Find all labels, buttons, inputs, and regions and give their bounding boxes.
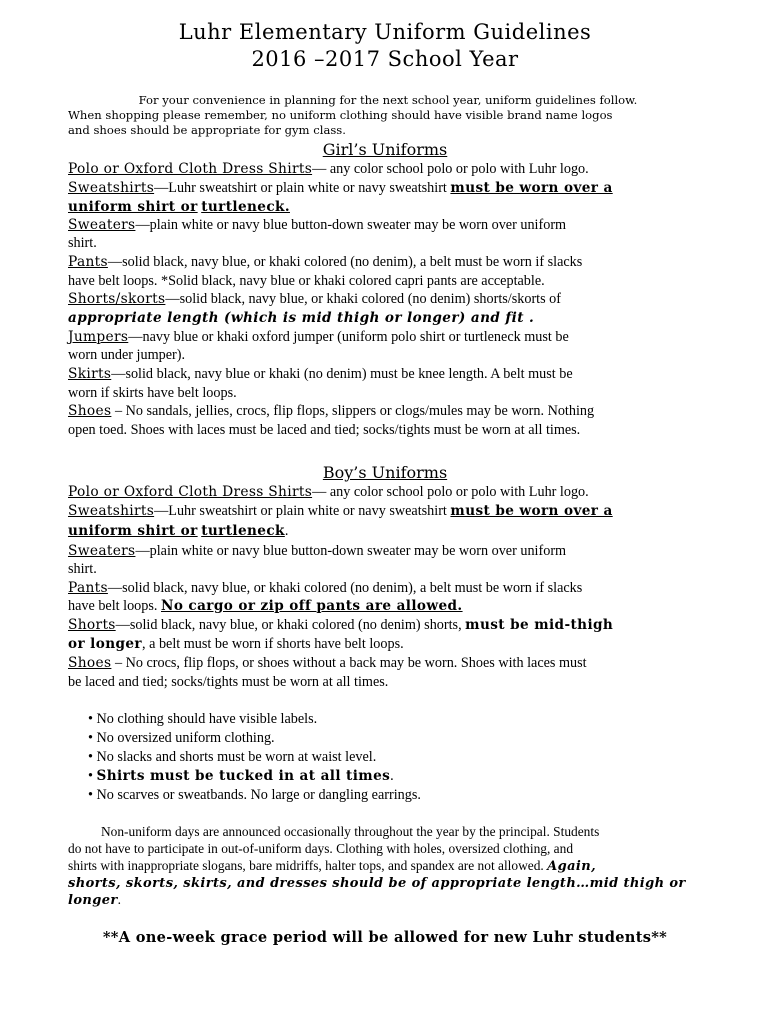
girls-jumpers-text-1: —navy blue or khaki oxford jumper (uniform polo shirt or turtleneck must be bbox=[128, 329, 569, 345]
title-line-2: 2016 –2017 School Year bbox=[251, 47, 519, 71]
nonuniform-line-2: do not have to participate in out-of-uniform days. Clothing with holes, oversized clothing, and bbox=[68, 841, 574, 856]
boys-polo-text: — any color school polo or polo with Luhr logo. bbox=[312, 484, 589, 500]
boys-sweatshirts-emph-3: turtleneck bbox=[201, 523, 285, 539]
nonuniform-line-3 bbox=[68, 857, 708, 875]
nonuniform-line-4-emph: shorts, skorts, skirts, and dresses should be of appropriate length…mid thigh or bbox=[68, 876, 686, 891]
nonuniform-line-1: Non-uniform days are announced occasionally throughout the year by the principal. Students bbox=[101, 824, 600, 839]
boys-shorts-emph-2: or longer bbox=[68, 636, 142, 652]
rule-item-4-end: . bbox=[390, 768, 394, 784]
girls-skirts-text-2: worn if skirts have belt loops. bbox=[68, 385, 237, 401]
girls-shorts-label: Shorts/skorts bbox=[68, 291, 166, 307]
boys-polo-label: Polo or Oxford Cloth Dress Shirts bbox=[68, 484, 313, 500]
boys-heading: Boy’s Uniforms bbox=[322, 463, 448, 482]
boys-pants-line-2 bbox=[68, 597, 708, 616]
girls-skirts-line bbox=[68, 365, 708, 384]
nonuniform-line-5-emph: longer bbox=[68, 893, 118, 908]
nonuniform-line-5 bbox=[68, 891, 708, 909]
girls-sweaters-line bbox=[68, 216, 708, 235]
girls-sweatshirts-line-2 bbox=[68, 198, 708, 217]
girls-sweatshirts-emph-3: turtleneck. bbox=[201, 199, 290, 215]
boys-sweaters-text-1: —plain white or navy blue button-down sweater may be worn over uniform bbox=[135, 543, 567, 559]
girls-sweatshirts-line bbox=[68, 179, 708, 198]
rule-item-4-emph: Shirts must be tucked in at all times bbox=[96, 768, 391, 784]
girls-heading: Girl’s Uniforms bbox=[322, 140, 448, 159]
intro-line-3: and shoes should be appropriate for gym class. bbox=[68, 123, 346, 137]
rule-item-4-bullet: • bbox=[88, 768, 97, 784]
girls-sweaters-text-2: shirt. bbox=[68, 235, 97, 251]
girls-pants-text-2: have belt loops. *Solid black, navy blue or khaki colored capri pants are acceptable. bbox=[68, 273, 545, 289]
boys-sweatshirts-line bbox=[68, 502, 708, 521]
girls-sweatshirts-text: —Luhr sweatshirt or plain white or navy sweatshirt bbox=[154, 180, 451, 196]
girls-polo-label: Polo or Oxford Cloth Dress Shirts bbox=[68, 161, 313, 177]
girls-shoes-text-2: open toed. Shoes with laces must be laced and tied; socks/tights must be worn at all times. bbox=[68, 422, 581, 438]
intro-line-2: When shopping please remember, no uniform clothing should have visible brand name logos bbox=[68, 108, 613, 122]
girls-shorts-emph: appropriate length (which is mid thigh or longer) and fit . bbox=[68, 310, 535, 326]
boys-shorts-label: Shorts bbox=[68, 617, 116, 633]
boys-sweatshirts-label: Sweatshirts bbox=[68, 503, 155, 519]
intro-line-1: For your convenience in planning for the next school year, uniform guidelines follow. bbox=[138, 93, 638, 107]
boys-shorts-text-1: —solid black, navy blue, or khaki colored (no denim) shorts, bbox=[115, 617, 466, 633]
boys-pants-text-2: have belt loops. bbox=[68, 598, 161, 614]
boys-sweatshirts-emph-1: must be worn over a bbox=[450, 503, 613, 519]
boys-sweaters-text-2: shirt. bbox=[68, 561, 97, 577]
nonuniform-line-3-text: shirts with inappropriate slogans, bare midriffs, halter tops, and spandex are not allowed. bbox=[68, 858, 548, 873]
girls-skirts-label: Skirts bbox=[68, 366, 112, 382]
boys-sweatshirts-line-2 bbox=[68, 522, 708, 541]
boys-pants-label: Pants bbox=[68, 580, 108, 596]
girls-skirts-text-1: —solid black, navy blue or khaki (no denim) must be knee length. A belt must be bbox=[111, 366, 573, 382]
boys-shorts-emph-1: must be mid-thigh bbox=[465, 617, 614, 633]
boys-shorts-line bbox=[68, 616, 708, 635]
girls-sweaters-label: Sweaters bbox=[68, 217, 136, 233]
boys-shoes-text-1: – No crocs, flip flops, or shoes without a back may be worn. Shoes with laces must bbox=[111, 655, 587, 671]
girls-sweatshirts-emph-2: uniform shirt or bbox=[68, 199, 198, 215]
boys-sweatshirts-text: —Luhr sweatshirt or plain white or navy sweatshirt bbox=[154, 503, 451, 519]
girls-shoes-text-1: – No sandals, jellies, crocs, flip flops, slippers or clogs/mules may be worn. Nothing bbox=[111, 403, 595, 419]
rule-item-5: • No scarves or sweatbands. No large or dangling earrings. bbox=[88, 787, 421, 803]
girls-polo-line bbox=[68, 160, 708, 179]
boys-shoes-line bbox=[68, 654, 708, 673]
girls-jumpers-line bbox=[68, 328, 708, 347]
girls-sweatshirts-label: Sweatshirts bbox=[68, 180, 155, 196]
boys-shoes-text-2: be laced and tied; socks/tights must be worn at all times. bbox=[68, 674, 389, 690]
girls-sweaters-text-1: —plain white or navy blue button-down sweater may be worn over uniform bbox=[135, 217, 567, 233]
boys-sweatshirts-end: . bbox=[284, 523, 289, 539]
rule-item-3: • No slacks and shorts must be worn at waist level. bbox=[88, 749, 377, 765]
nonuniform-line-3-emph: Again, bbox=[547, 859, 597, 874]
girls-shoes-line bbox=[68, 402, 708, 421]
girls-sweatshirts-emph-1: must be worn over a bbox=[450, 180, 613, 196]
girls-jumpers-text-2: worn under jumper). bbox=[68, 347, 186, 363]
girls-shorts-text-1: —solid black, navy blue, or khaki colored (no denim) shorts/skorts of bbox=[165, 291, 561, 307]
nonuniform-line-4 bbox=[68, 874, 708, 892]
boys-sweaters-line bbox=[68, 542, 708, 561]
girls-shorts-line bbox=[68, 290, 708, 309]
boys-sweaters-label: Sweaters bbox=[68, 543, 136, 559]
boys-shorts-line-2 bbox=[68, 635, 708, 654]
title-line-1: Luhr Elementary Uniform Guidelines bbox=[178, 20, 592, 44]
boys-shorts-text-2: , a belt must be worn if shorts have belt loops. bbox=[142, 636, 404, 652]
rule-item-1: • No clothing should have visible labels. bbox=[88, 711, 318, 727]
girls-shorts-emph-line bbox=[68, 309, 708, 328]
boys-pants-line bbox=[68, 579, 708, 598]
girls-pants-text-1: —solid black, navy blue, or khaki colored (no denim), a belt must be worn if slacks bbox=[107, 254, 583, 270]
girls-shoes-label: Shoes bbox=[68, 403, 112, 419]
girls-polo-text: — any color school polo or polo with Luhr logo. bbox=[312, 161, 589, 177]
girls-pants-label: Pants bbox=[68, 254, 108, 270]
boys-polo-line bbox=[68, 483, 708, 502]
grace-period-note: **A one-week grace period will be allowed for new Luhr students** bbox=[102, 929, 668, 946]
boys-shoes-label: Shoes bbox=[68, 655, 112, 671]
boys-pants-emph: No cargo or zip off pants are allowed. bbox=[161, 598, 463, 614]
boys-sweatshirts-emph-2: uniform shirt or bbox=[68, 523, 198, 539]
boys-pants-text-1: —solid black, navy blue, or khaki colored (no denim), a belt must be worn if slacks bbox=[107, 580, 583, 596]
rule-item-2: • No oversized uniform clothing. bbox=[88, 730, 275, 746]
nonuniform-line-5-end: . bbox=[117, 892, 122, 907]
girls-pants-line bbox=[68, 253, 708, 272]
girls-jumpers-label: Jumpers bbox=[68, 329, 129, 345]
rule-item-4 bbox=[88, 767, 394, 786]
